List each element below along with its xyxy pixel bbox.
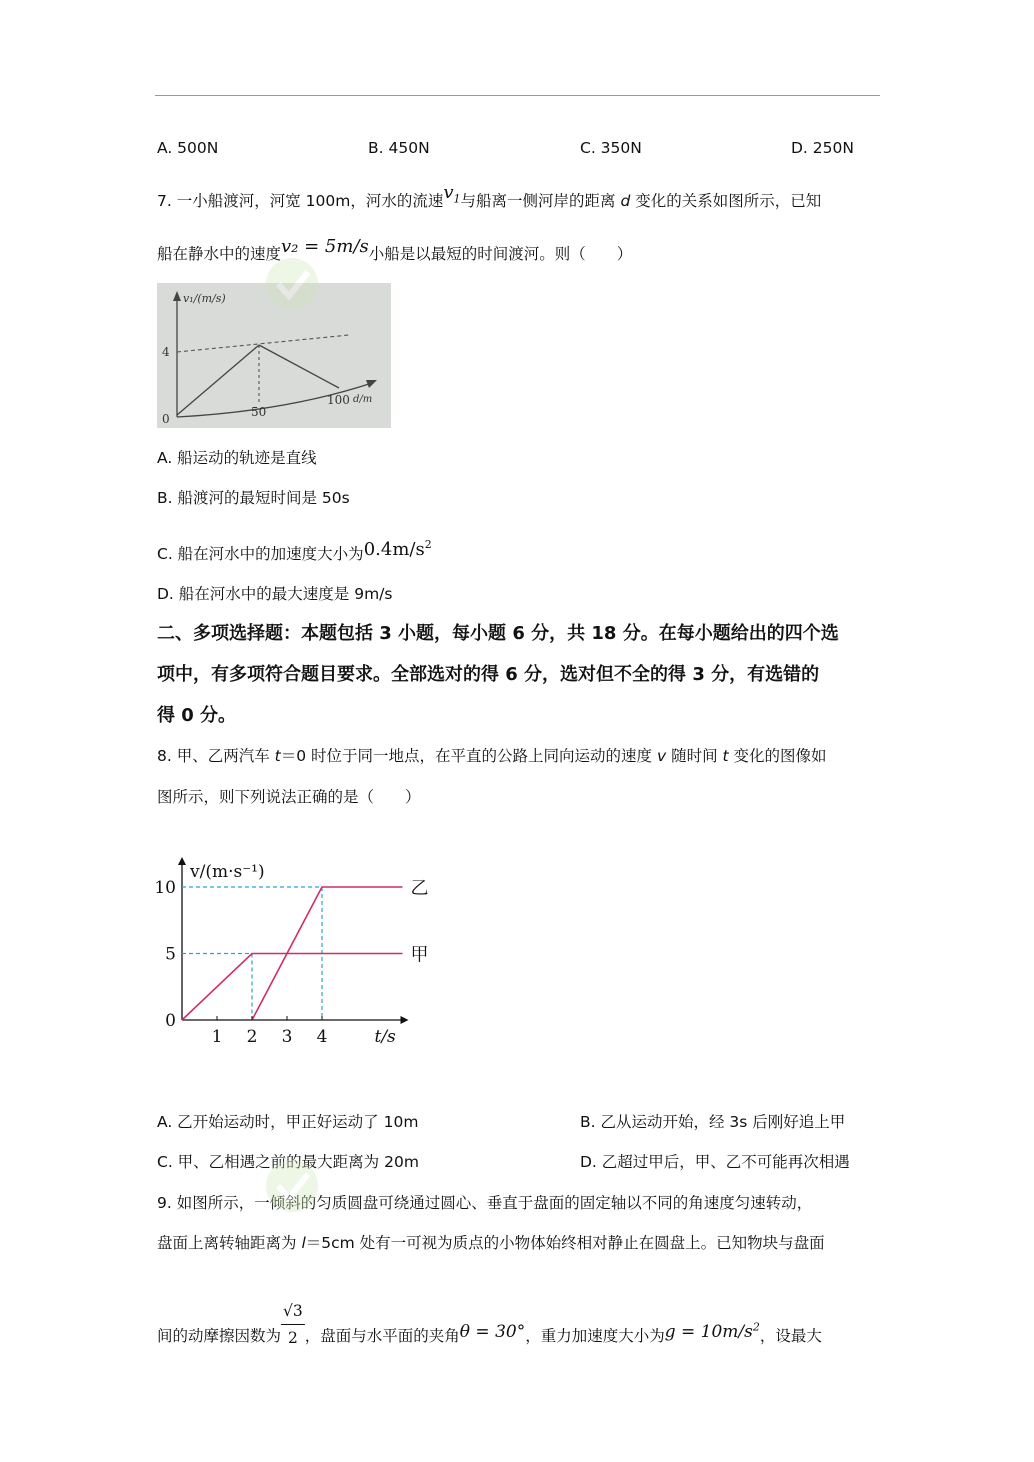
q7-graph-xlabel: d/m: [353, 394, 373, 405]
q8-option-d: D. 乙超过甲后，甲、乙不可能再次相遇: [580, 1153, 850, 1171]
q7-text: 船在静水中的速度: [157, 245, 282, 263]
q7-stem-line2: [157, 236, 633, 265]
q7-text: 与船离一侧河岸的距离: [460, 192, 621, 210]
q6-option-d: D. 250N: [791, 139, 854, 157]
g-expression: $g = 10m/s^2$: [664, 1320, 760, 1342]
q7-graph: [157, 283, 391, 428]
x-tick-label-1: 1: [211, 1027, 223, 1047]
q7-stem-line1: [157, 182, 822, 219]
v2-expression: v₂ = 5m/s: [281, 236, 369, 257]
q7-graph-svg: [157, 283, 391, 428]
header-rule: [155, 95, 880, 96]
x-tick-label-3: 3: [281, 1027, 293, 1047]
q8-option-c: C. 甲、乙相遇之前的最大距离为 20m: [157, 1153, 419, 1171]
q7-option-d: D. 船在河水中的最大速度是 9m/s: [157, 585, 393, 603]
q7-text: 小船是以最短的时间渡河。则（ ）: [368, 245, 633, 263]
y-tick-label-2: 10: [154, 878, 176, 898]
q6-option-a: A. 500N: [157, 139, 219, 157]
mu-fraction: $\frac{√3}{2}$: [283, 1302, 303, 1347]
q7-option-c-text: C. 船在河水中的加速度大小为: [157, 545, 364, 563]
q7-graph-xtick-100: 100: [327, 393, 350, 407]
series-label-0: 甲: [410, 944, 429, 966]
section2-heading-line1: 二、多项选择题：本题包括 3 小题，每小题 6 分，共 18 分。在每小题给出的四个选: [157, 623, 839, 644]
y-axis-label: v/(m·s⁻¹): [190, 862, 265, 883]
q9-stem-line1: 9. 如图所示，一倾斜的匀质圆盘可绕通过圆心、垂直于盘面的固定轴以不同的角速度匀速转动，: [157, 1194, 813, 1212]
q7-text: 7. 一小船渡河，河宽 100m，河水的流速: [157, 192, 444, 210]
y-tick-label-0: 0: [165, 1011, 176, 1031]
q8-option-a: A. 乙开始运动时，甲正好运动了 10m: [157, 1113, 419, 1131]
q7-option-c: [157, 538, 432, 565]
q7-option-b: B. 船渡河的最短时间是 50s: [157, 489, 350, 507]
x-axis-arrow: [401, 1016, 409, 1024]
q6-option-b: B. 450N: [368, 139, 430, 157]
theta-expression: θ = 30°: [459, 1322, 526, 1342]
q8-option-b: B. 乙从运动开始，经 3s 后刚好追上甲: [580, 1113, 846, 1131]
q8-stem-line2: 图所示，则下列说法正确的是（ ）: [157, 788, 421, 806]
series-line-0: [182, 954, 403, 1021]
q7-option-a: A. 船运动的轨迹是直线: [157, 449, 317, 467]
q7-text: 变化的关系如图所示，已知: [630, 192, 822, 210]
q7-graph-origin: 0: [162, 412, 170, 426]
q7-graph-ytick: 4: [162, 345, 170, 359]
y-tick-label-1: 5: [165, 944, 176, 965]
y-axis-arrow: [178, 857, 186, 865]
q9-stem-line3: 间的动摩擦因数为 $\frac{√3}{2}$ ，盘面与水平面的夹角θ = 30°，重力加速度大小为$g = 10m/s^2$，设最大: [157, 1302, 822, 1347]
x-tick-label-4: 4: [316, 1027, 328, 1047]
q6-option-c: C. 350N: [580, 139, 642, 157]
x-tick-label-2: 2: [246, 1027, 258, 1047]
q8-stem-line1: 8. 甲、乙两汽车 t＝0 时位于同一地点，在平直的公路上同向运动的速度 v 随时间 t 变化的图像如: [157, 747, 827, 765]
q8-velocity-time-graph: [154, 828, 429, 1058]
q8-graph-svg: [154, 828, 429, 1058]
q7-graph-xtick-50: 50: [251, 405, 267, 419]
q7-option-c-expr: $0.4m/s^2$: [363, 538, 432, 560]
section2-heading-line3: 得 0 分。: [157, 705, 237, 726]
section2-heading-line2: 项中，有多项符合题目要求。全部选对的得 6 分，选对但不全的得 3 分，有选错的: [157, 664, 820, 685]
series-label-1: 乙: [410, 878, 429, 899]
x-axis-label: t/s: [374, 1027, 396, 1047]
d-symbol: d: [620, 192, 631, 210]
v1-symbol: $v_1$: [443, 182, 461, 206]
q9-stem-line2: 盘面上离转轴距离为 l＝5cm 处有一可视为质点的小物体始终相对静止在圆盘上。已知物块与盘面: [157, 1234, 825, 1252]
q7-graph-ylabel: v₁/(m/s): [183, 292, 226, 305]
